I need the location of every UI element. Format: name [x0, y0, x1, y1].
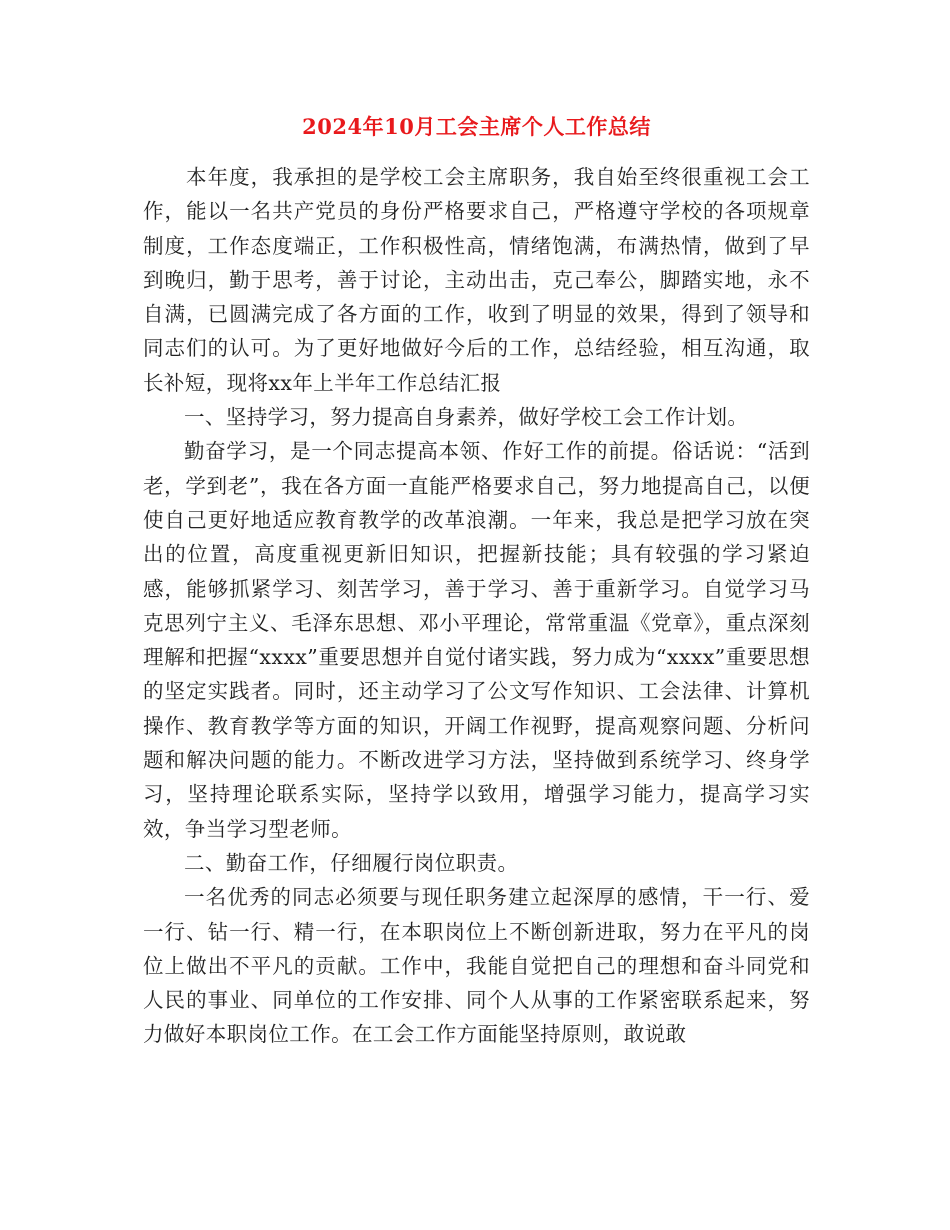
paragraph-intro: 本年度，我承担的是学校工会主席职务，我自始至终很重视工会工作，能以一名共产党员的身份严格要求自己，严格遵守学校的各项规章制度，工作态度端正，工作积极性高，情绪饱满，布满热情，做到了早到晚归，勤于思考，善于讨论，主动出击，克己奉公，脚踏实地，永不自满，已圆满完成了各方面的工作，收到了明显的效果，得到了领导和同志们的认可。为了更好地做好今后的工作，总结经验，相互沟通，取长补短，现将xx年上半年工作总结汇报 — [143, 165, 810, 395]
section-heading-2: 二、勤奋工作，仔细履行岗位职责。 — [184, 850, 519, 875]
document-title: 2024年10月工会主席个人工作总结 — [302, 114, 651, 139]
paragraph-work: 一名优秀的同志必须要与现任职务建立起深厚的感情，干一行、爱一行、钻一行、精一行，在本职岗位上不断创新进取，努力在平凡的岗位上做出不平凡的贡献。工作中，我能自觉把自己的理想和奋斗同党和人民的事业、同单位的工作安排、同个人从事的工作紧密联系起来，努力做好本职岗位工作。在工会工作方面能坚持原则，敢说敢 — [143, 885, 810, 1047]
paragraph-study: 勤奋学习，是一个同志提高本领、作好工作的前提。俗话说：“活到老，学到老”，我在各方面一直能严格要求自己，努力地提高自己，以便使自己更好地适应教育教学的改革浪潮。一年来，我总是把学习放在突出的位置，高度重视更新旧知识，把握新技能；具有较强的学习紧迫感，能够抓紧学习、刻苦学习，善于学习、善于重新学习。自觉学习马克思列宁主义、毛泽东思想、邓小平理论，常常重温《党章》，重点深刻理解和把握“xxxx”重要思想并自觉付诸实践，努力成为“xxxx”重要思想的坚定实践者。同时，还主动学习了公文写作知识、工会法律、计算机操作、教育教学等方面的知识，开阔工作视野，提高观察问题、分析问题和解决问题的能力。不断改进学习方法，坚持做到系统学习、终身学习，坚持理论联系实际，坚持学以致用，增强学习能力，提高学习实效，争当学习型老师。 — [143, 439, 810, 841]
section-heading-1: 一、坚持学习，努力提高自身素养，做好学校工会工作计划。 — [184, 405, 749, 430]
